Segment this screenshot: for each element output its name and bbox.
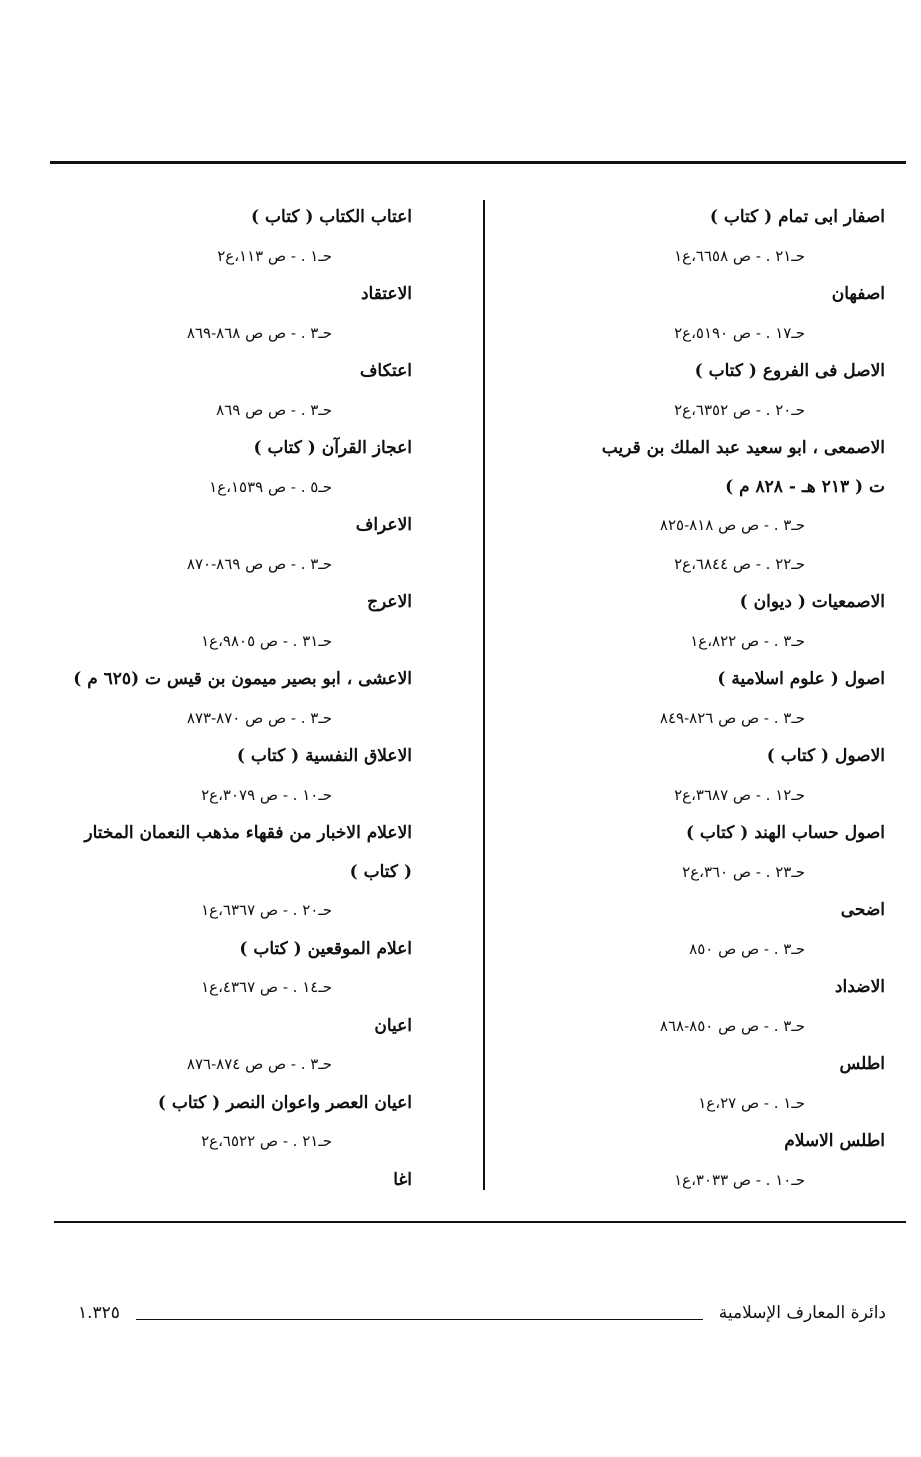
index-entry-title: اصول حساب الهند ( كتاب ) [685, 823, 885, 843]
index-entry-title: اطلس [839, 1054, 885, 1074]
index-entry-reference: حـ٣١ . - ص ٩٨٠٥،ع١ [201, 631, 332, 650]
index-entry-title: اطلس الاسلام [784, 1131, 885, 1151]
bottom-rule [54, 1221, 906, 1223]
index-entry-title: الاصول ( كتاب ) [766, 746, 885, 766]
index-entry-reference: حـ٣ . - ص ص ٨٧٠-٨٧٣ [186, 708, 332, 727]
index-entry-reference: حـ١٠ . - ص ٣٠٧٩،ع٢ [201, 785, 332, 804]
index-entry-title: ت ( ٢١٣ هـ - ٨٢٨ م ) [725, 476, 885, 497]
index-entry-reference: حـ٢٠ . - ص ٦٣٦٧،ع١ [201, 901, 332, 919]
index-entry-title: اعيان العصر واعوان النصر ( كتاب ) [157, 1092, 412, 1113]
index-entry-title: اعيان [374, 1015, 412, 1036]
top-rule [50, 161, 906, 164]
index-entry-title: الاصل فى الفروع ( كتاب ) [694, 361, 885, 381]
index-entry-reference: حـ١٤ . - ص ٤٣٦٧،ع١ [201, 978, 332, 996]
index-entry-title: الاعشى ، ابو بصير ميمون بن قيس ت (٦٢٥ م ) [73, 669, 412, 689]
page-number: ١.٣٢٥ [78, 1303, 120, 1323]
index-entry-reference: حـ٢١ . - ص ٦٦٥٨،ع١ [674, 246, 805, 265]
index-entry-title: اعتاب الكتاب ( كتاب ) [251, 207, 412, 227]
index-entry-reference: حـ٣ . - ص ص ٨٥٠ [689, 939, 805, 958]
index-entry-reference: حـ٢٠ . - ص ٦٣٥٢،ع٢ [674, 400, 805, 419]
index-entry-title: الاعراف [355, 515, 412, 535]
index-entry-title: الاعرج [367, 592, 412, 612]
index-entry-title: اضحى [840, 900, 885, 920]
index-entry-reference: حـ١٧ . - ص ٥١٩٠،ع٢ [674, 323, 805, 342]
index-entry-reference: حـ٣ . - ص ص ٨٦٩ [216, 400, 332, 419]
index-entry-title: اعتكاف [359, 361, 412, 381]
index-entry-title: الاصمعيات ( ديوان ) [739, 592, 885, 612]
column-divider [483, 200, 485, 1190]
index-entry-reference: حـ٣ . - ص ص ٨٦٨-٨٦٩ [186, 323, 332, 342]
index-entry-title: اصفهان [831, 284, 885, 304]
index-entry-title: الاضداد [834, 977, 885, 997]
index-entry-reference: حـ٢١ . - ص ٦٥٢٢،ع٢ [201, 1132, 332, 1150]
footer-title: دائرة المعارف الإسلامية [718, 1303, 886, 1323]
index-entry-reference: حـ٣ . - ص ٨٢٢،ع١ [690, 631, 805, 650]
index-entry-title: اصول ( علوم اسلامية ) [717, 669, 885, 689]
index-entry-reference: حـ٣ . - ص ص ٨٢٦-٨٤٩ [659, 708, 805, 727]
index-entry-reference: حـ٢٣ . - ص ٣٦٠،ع٢ [682, 862, 805, 881]
page-footer [78, 1298, 886, 1328]
index-entry-reference: حـ٥ . - ص ١٥٣٩،ع١ [209, 477, 332, 496]
index-entry-reference: حـ١٠ . - ص ٣٠٣٣،ع١ [674, 1170, 805, 1189]
index-entry-title: اصفار ابى تمام ( كتاب ) [709, 207, 885, 227]
index-entry-title: اعجاز القرآن ( كتاب ) [253, 438, 412, 458]
index-entry-title: الاعلام الاخبار من فقهاء مذهب النعمان المختار [84, 823, 412, 843]
index-entry-title: اغا [393, 1169, 412, 1190]
index-entry-reference: حـ٣ . - ص ص ٨١٨-٨٢٥ [659, 516, 805, 534]
index-entry-reference: حـ٣ . - ص ص ٨٦٩-٨٧٠ [186, 554, 332, 573]
index-entry-reference: حـ٣ . - ص ص ٨٥٠-٨٦٨ [659, 1016, 805, 1035]
left-column [50, 198, 412, 1199]
index-entry-title: اعلام الموقعين ( كتاب ) [239, 938, 412, 959]
index-entry-reference: حـ١٢ . - ص ٣٦٨٧،ع٢ [674, 785, 805, 804]
index-entry-title: الاصمعى ، ابو سعيد عبد الملك بن قريب [601, 438, 885, 458]
index-entry-reference: حـ١ . - ص ١١٣،ع٢ [217, 246, 332, 265]
index-entry-reference: حـ٣ . - ص ص ٨٧٤-٨٧٦ [186, 1055, 332, 1073]
index-entry-title: الاعلاق النفسية ( كتاب ) [236, 746, 412, 766]
index-entry-reference: حـ٢٢ . - ص ٦٨٤٤،ع٢ [674, 554, 805, 573]
right-column [500, 198, 885, 1199]
index-entry-title: ( كتاب ) [349, 861, 412, 882]
footer-leader-line [136, 1307, 703, 1320]
index-entry-title: الاعتقاد [360, 284, 412, 304]
index-entry-reference: حـ١ . - ص ٢٧،ع١ [698, 1093, 805, 1112]
